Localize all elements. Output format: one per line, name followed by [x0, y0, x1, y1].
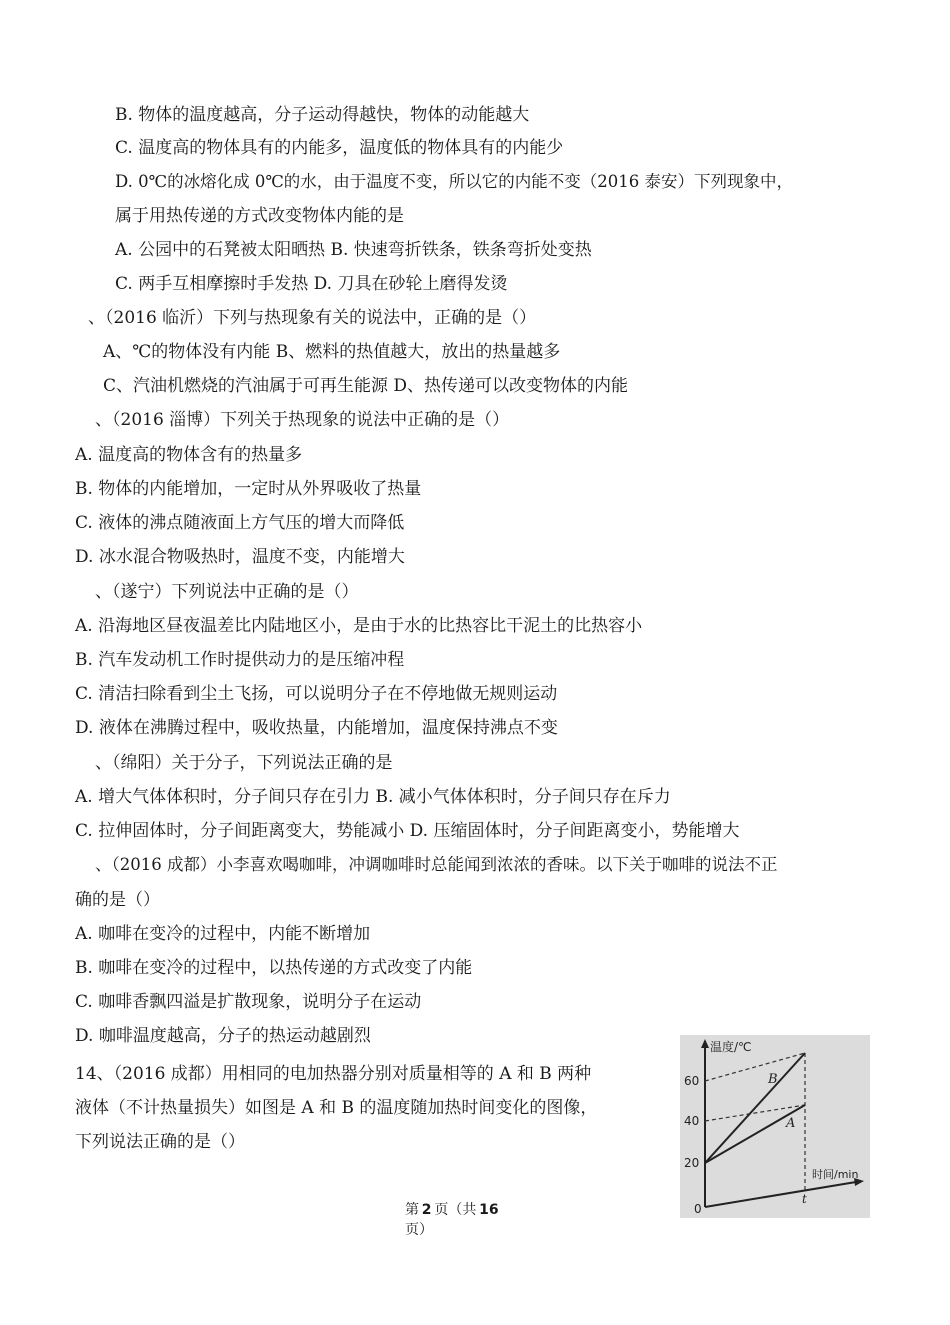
- text-line: B. 汽车发动机工作时提供动力的是压缩冲程: [75, 650, 405, 670]
- text-line: C. 拉伸固体时，分子间距离变大，势能减小 D. 压缩固体时，分子间距离变小，势能增大: [75, 821, 740, 841]
- text-line: D. 咖啡温度越高，分子的热运动越剧烈: [75, 1026, 371, 1046]
- text-line: C. 温度高的物体具有的内能多，温度低的物体具有的内能少: [115, 138, 564, 158]
- tick-label: 60: [684, 1074, 700, 1088]
- tick-label: 20: [684, 1156, 700, 1170]
- footer-suffix: 页）: [405, 1222, 433, 1238]
- text-line: 确的是（）: [75, 890, 160, 910]
- line-label-b: B: [768, 1072, 778, 1087]
- text-line: A. 增大气体体积时，分子间只存在引力 B. 减小气体体积时，分子间只存在斥力: [75, 787, 671, 807]
- text-line: B. 物体的温度越高，分子运动得越快，物体的动能越大: [115, 105, 530, 125]
- text-line: 属于用热传递的方式改变物体内能的是: [115, 206, 404, 226]
- text-line: D. 液体在沸腾过程中，吸收热量，内能增加，温度保持沸点不变: [75, 718, 558, 738]
- question-stem: 、（2016 成都）小李喜欢喝咖啡，冲调咖啡时总能闻到浓浓的香味。以下关于咖啡的说法不正: [95, 855, 778, 874]
- page-footer: [405, 1200, 499, 1240]
- text-line: A. 咖啡在变冷的过程中，内能不断增加: [75, 924, 371, 944]
- text-line: D. 冰水混合物吸热时，温度不变，内能增大: [75, 547, 405, 567]
- tick-label: 40: [684, 1114, 700, 1128]
- temperature-time-graph: [680, 1035, 870, 1218]
- question-stem: 、（遂宁）下列说法中正确的是（）: [95, 582, 359, 602]
- y-axis-label: 温度/℃: [710, 1040, 752, 1054]
- page-number: 2: [421, 1202, 432, 1218]
- text-line: D. 0℃的冰熔化成 0℃的水，由于温度不变，所以它的内能不变（2016 泰安）下列现象中，: [115, 172, 794, 191]
- text-line: C. 清洁扫除看到尘土飞扬，可以说明分子在不停地做无规则运动: [75, 684, 558, 704]
- line-label-a: A: [786, 1116, 796, 1131]
- question-stem: 、（2016 临沂）下列与热现象有关的说法中，正确的是（）: [88, 308, 537, 328]
- text-line: C、汽油机燃烧的汽油属于可再生能源 D、热传递可以改变物体的内能: [103, 376, 629, 396]
- text-line: C. 咖啡香飘四溢是扩散现象，说明分子在运动: [75, 992, 422, 1012]
- text-line: B. 咖啡在变冷的过程中，以热传递的方式改变了内能: [75, 958, 473, 978]
- text-line: B. 物体的内能增加，一定时从外界吸收了热量: [75, 479, 422, 499]
- question-stem: 、（2016 淄博）下列关于热现象的说法中正确的是（）: [95, 410, 510, 430]
- text-line: A. 沿海地区昼夜温差比内陆地区小，是由于水的比热容比干泥土的比热容小: [75, 616, 643, 636]
- text-line: A、℃的物体没有内能 B、燃料的热值越大，放出的热量越多: [103, 342, 561, 362]
- text-line: C. 液体的沸点随液面上方气压的增大而降低: [75, 513, 405, 533]
- question-stem: 、（绵阳）关于分子，下列说法正确的是: [95, 753, 393, 773]
- text-line: C. 两手互相摩擦时手发热 D. 刀具在砂轮上磨得发烫: [115, 274, 508, 294]
- x-axis-label: 时间/min: [812, 1168, 859, 1181]
- tick-label: 0: [694, 1202, 702, 1216]
- text-line: A. 温度高的物体含有的热量多: [75, 445, 303, 465]
- question-stem: 14、（2016 成都）用相同的电加热器分别对质量相等的 A 和 B 两种: [75, 1064, 592, 1084]
- t-label: t: [802, 1192, 807, 1206]
- total-pages: 16: [479, 1202, 499, 1218]
- footer-middle: 页（共: [434, 1202, 477, 1218]
- text-line: 下列说法正确的是（）: [75, 1132, 245, 1152]
- text-line: 液体（不计热量损失）如图是 A 和 B 的温度随加热时间变化的图像，: [75, 1098, 598, 1118]
- footer-prefix: 第: [405, 1202, 419, 1218]
- text-line: A. 公园中的石凳被太阳晒热 B. 快速弯折铁条，铁条弯折处变热: [115, 240, 592, 260]
